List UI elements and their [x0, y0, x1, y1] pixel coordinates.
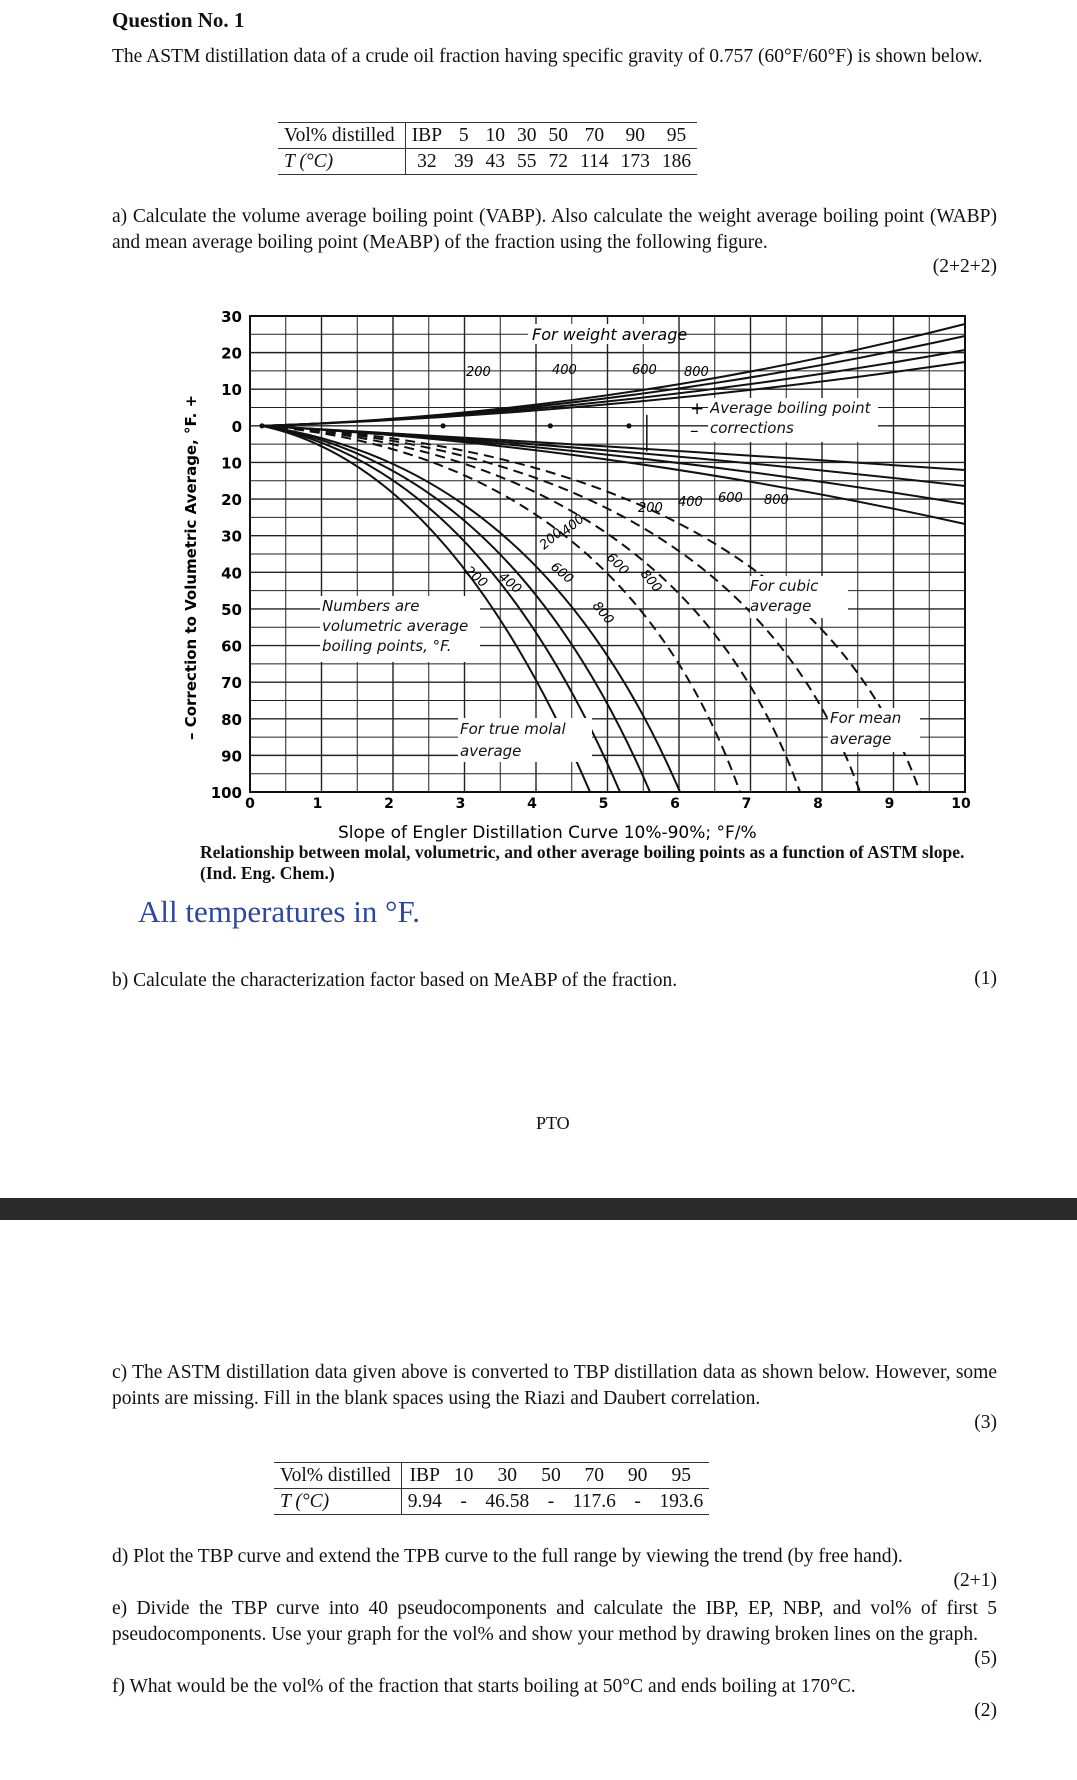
- table1-cell: 173: [620, 151, 650, 172]
- weight-average-label: For weight average: [532, 325, 688, 344]
- x-tick-label: 2: [384, 796, 394, 812]
- table2-cell: 10: [448, 1463, 480, 1489]
- curve-label: 600: [547, 559, 577, 588]
- table1-cell: 90: [615, 123, 656, 149]
- table2-cell: 50: [535, 1463, 567, 1489]
- y-tick-label: 30: [221, 527, 242, 546]
- table1-cell: 39: [454, 151, 474, 172]
- table2-cell: -: [460, 1491, 467, 1512]
- y-tick-label: 30: [221, 308, 242, 326]
- question-title: Question No. 1: [112, 8, 245, 32]
- curve-point: [259, 423, 264, 428]
- x-axis-label: Slope of Engler Distillation Curve 10%-90%; °F/%: [338, 823, 757, 843]
- y-tick-label: 100: [210, 784, 242, 802]
- astm-table: [278, 122, 697, 175]
- table1-cell: 5: [448, 123, 480, 149]
- page-divider: [0, 1198, 1077, 1220]
- table1-cell: 72: [548, 151, 569, 172]
- curve-point: [440, 423, 445, 428]
- table2-cell: 70: [567, 1463, 622, 1489]
- table2-row-label: T (°C): [274, 1489, 401, 1515]
- table1-cell: IBP: [405, 123, 448, 149]
- table1-cell: 55: [517, 151, 537, 172]
- table1-cell: 32: [417, 151, 437, 172]
- curve-label: 600: [632, 363, 657, 378]
- intro-text: The ASTM distillation data of a crude oil fraction having specific gravity of 0.757 (60°F/60°F) is shown below.: [112, 46, 983, 67]
- y-tick-label: 20: [221, 344, 242, 363]
- all-temps-note: All temperatures in °F.: [138, 894, 420, 929]
- part-c-marks: (3): [974, 1412, 997, 1433]
- table2-cell: -: [547, 1491, 555, 1512]
- curve-label: 800: [588, 598, 617, 628]
- curve-point: [548, 423, 553, 428]
- cubic-average-label: For cubic average: [750, 577, 819, 615]
- minus-sign: –: [690, 421, 699, 441]
- table2-cell: 193.6: [659, 1491, 704, 1512]
- table2-cell: 117.6: [572, 1491, 616, 1512]
- curve-label: 400: [552, 363, 577, 378]
- curve-label: 200: [638, 501, 663, 516]
- average-bp-chart: [180, 300, 990, 880]
- part-b-marks: (1): [974, 968, 997, 989]
- table1-cell: 43: [485, 151, 506, 172]
- y-tick-label: 60: [221, 637, 242, 656]
- curve-label: 800: [684, 365, 709, 380]
- part-d-text: d) Plot the TBP curve and extend the TPB curve to the full range by viewing the trend (by free hand).: [112, 1546, 903, 1567]
- table1-row-label: Vol% distilled: [278, 123, 405, 149]
- x-tick-label: 7: [741, 796, 752, 812]
- curve-label: 400: [495, 569, 525, 598]
- x-tick-label: 9: [884, 796, 895, 812]
- x-tick-label: 5: [598, 796, 609, 812]
- y-tick-label: 10: [221, 381, 242, 400]
- table1-cell: 30: [511, 123, 543, 149]
- table2-row-label: Vol% distilled: [274, 1463, 401, 1489]
- x-tick-labels: [245, 796, 971, 812]
- table1-cell: 10: [480, 123, 512, 149]
- curve-label: 800: [764, 493, 789, 508]
- table1-cell: 50: [543, 123, 575, 149]
- table1-cell: 114: [580, 151, 609, 172]
- x-tick-label: 3: [455, 796, 466, 812]
- avg-correction-label: Average boiling point corrections: [710, 399, 871, 437]
- table2-cell: 46.58: [485, 1491, 530, 1512]
- curve-point: [626, 423, 631, 428]
- part-e-marks: (5): [974, 1648, 997, 1669]
- x-tick-label: 8: [813, 796, 823, 812]
- curve-label: 800: [636, 566, 665, 596]
- mean-average-label: For mean average: [830, 709, 902, 748]
- true-molal-label: For true molal average: [460, 720, 566, 760]
- y-tick-labels: [211, 308, 242, 802]
- table2-cell: 30: [479, 1463, 535, 1489]
- part-a-text: a) Calculate the volume average boiling point (VABP). Also calculate the weight average boiling point (WABP) and mean average boiling point (MeABP) of the fraction using the following figure.: [112, 206, 997, 253]
- pto-label: PTO: [536, 1113, 570, 1133]
- table2-cell: -: [634, 1491, 641, 1512]
- curve-label: 600: [718, 491, 743, 506]
- curve-label: 600: [603, 550, 632, 579]
- part-a-marks: (2+2+2): [932, 256, 997, 277]
- table1-cell: 186: [661, 151, 692, 172]
- table2-cell: IBP: [401, 1463, 448, 1489]
- part-f-text: f) What would be the vol% of the fraction that starts boiling at 50°C and ends boiling at 170°C.: [112, 1676, 856, 1697]
- y-axis-label: – Correction to Volumetric Average, °F. +: [182, 394, 200, 740]
- table2-cell: 95: [653, 1463, 709, 1489]
- x-tick-label: 4: [527, 796, 537, 812]
- x-tick-label: 1: [312, 796, 323, 812]
- x-tick-label: 6: [670, 796, 680, 812]
- curve-label: 200: [536, 525, 566, 554]
- part-d-marks: (2+1): [953, 1570, 997, 1591]
- table2-cell: 9.94: [407, 1491, 442, 1512]
- part-e-text: e) Divide the TBP curve into 40 pseudocomponents and calculate the IBP, EP, NBP, and vol% of first 5 pseudocomponents. Use your graph for the vol% and show your method by drawing broken lines on the graph.: [112, 1598, 997, 1645]
- y-tick-label: 20: [221, 491, 242, 510]
- table1-cell: 70: [574, 123, 615, 149]
- y-tick-label: 70: [221, 674, 242, 693]
- table1-row-label: T (°C): [278, 149, 405, 175]
- y-tick-label: 40: [221, 564, 242, 583]
- y-tick-label: 0: [231, 417, 242, 436]
- y-tick-label: 80: [221, 710, 242, 729]
- numbers-note: Numbers are volumetric average boiling points, °F.: [322, 597, 469, 655]
- part-c-text: c) The ASTM distillation data given above is converted to TBP distillation data as shown below. However, some points are missing. Fill in the blank spaces using the Riazi and Daubert correlation.: [112, 1362, 997, 1409]
- curve-label: 200: [461, 563, 491, 592]
- y-tick-label: 90: [221, 747, 242, 766]
- table2-cell: 90: [622, 1463, 654, 1489]
- curve-label: 400: [678, 495, 703, 510]
- tbp-table: [274, 1462, 709, 1515]
- curve-label: 200: [466, 365, 491, 380]
- curve-label: 400: [558, 511, 588, 540]
- plus-sign: +: [690, 399, 705, 419]
- y-tick-label: 50: [221, 600, 242, 619]
- x-tick-label: 10: [951, 796, 971, 812]
- y-tick-label: 10: [221, 454, 242, 473]
- figure-caption: Relationship between molal, volumetric, and other average boiling points as a function of ASTM slope. (Ind. Eng. Chem.): [200, 842, 965, 883]
- table1-cell: 95: [656, 123, 697, 149]
- part-f-marks: (2): [974, 1700, 997, 1721]
- part-b-text: b) Calculate the characterization factor based on MeABP of the fraction.: [112, 970, 678, 991]
- x-tick-label: 0: [245, 796, 255, 812]
